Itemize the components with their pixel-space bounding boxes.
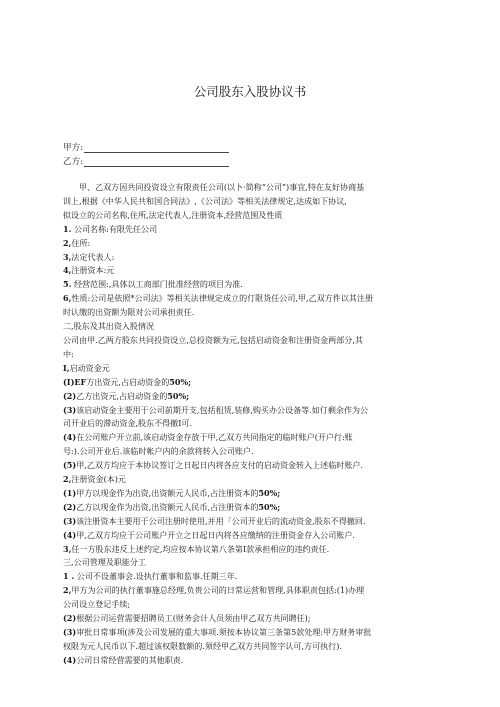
body-line: 3,任一方股东违反上述约定,均应按本协议第八条第I款承担相应的违约责任. [63, 543, 330, 554]
body-line: 甲、乙双方因共同投资设立有限责任公司(以卜·简称“公司”)事宜,特在友好协商基 [79, 183, 365, 192]
body-line: 公司由甲.乙两方股东共同投资设立,总投资额为元,包括启动资金和注册资金两部分,其 [63, 335, 363, 345]
body-line: 训上,根据《中华人民共和国合同法》,《公司法》等相关法律规定,达成如下协议, [63, 196, 347, 206]
party-b-blank [84, 157, 229, 167]
party-a-line [63, 141, 229, 153]
body-line: 拟设立的公司名称,住所,法定代表人,注册资本,经营范围及性质 [63, 210, 283, 220]
body-line: (1)甲方以现金作为出资,出资额元人民币,占注册资本的50%; [63, 487, 281, 498]
body-line: 6,性质:公司是依照*公司法》等相关法律规定成立的仃限货任公司,甲,乙双方件以其注册 [63, 293, 373, 304]
body-line: (2)乙方以现金作为出资,出资额元人民币,占注册资本的50%; [63, 501, 281, 512]
body-line: 权限为元人民币以下.超过该权限数额的.须经甲乙双方共同签字认可,方可执行). [63, 641, 342, 651]
body-line: (2)乙方出资元,占启动资金的50%; [63, 390, 190, 401]
document-title: 公司股东入股协议书 [193, 84, 307, 99]
body-line: 3,法定代表人: [63, 251, 115, 262]
body-line: I,启动资金元 [63, 362, 110, 373]
body-line: (2)根据公司运营需要招聘员工(财务会计人员须由甲乙双方共同聘任); [63, 613, 311, 624]
body-line: 号:).公司开业后.该临时帐户内的余款将转入公司账户. [63, 447, 254, 457]
body-line: (3)该启动资金主要用于公司前期开支,包括租赁,装修,购买办公设备等.如仃剩余作为公 [63, 404, 369, 415]
party-b-label: 乙方: [63, 157, 84, 167]
body-line: 2,住所: [63, 237, 91, 248]
body-line: 1 . 公司不设董事会.设执行董事和监事.任期三年. [63, 571, 238, 582]
body-line: (4)在公司账户开立前,该启动资金存放于甲,乙双方共同指定的临时账户(开户行:账 [63, 432, 353, 443]
body-line: (5)甲,乙双方均应于本协议签订之日起日内将各应支付的启动资金转入上述临时账户. [63, 460, 363, 471]
body-line: (I)EF方出资元,占启动资金的50%; [63, 376, 192, 387]
body-line: (4)公司日常经营需要的其他职责. [63, 654, 184, 665]
body-line: 4,注册资本:元 [63, 265, 115, 276]
body-line: 公司设立登记手续; [63, 600, 131, 610]
body-line: 2,注册资金(本)元 [63, 474, 126, 485]
party-a-blank [84, 143, 229, 153]
body-line: (3)审批日常事项(涉及公司发展的重大事项.须按本协议第三条第5款处理:甲方财务审批 [63, 627, 372, 637]
body-line: 中: [63, 349, 74, 359]
body-line: 二,股东及其出资入股情况 [63, 322, 155, 332]
party-a-label: 甲方: [63, 143, 84, 153]
party-b-line [63, 155, 229, 167]
body-line: 1. 公司名称:有限先任公司 [63, 223, 158, 234]
body-line: 司开业后的滞动资金,股东不得撤I可. [63, 419, 192, 429]
body-line: 时认缴的出资额为限对公司承担责任. [63, 308, 195, 318]
body-line: 5. 经营范围:,具体以工商部门批准经营的项目为准. [63, 279, 243, 290]
agreement-body [63, 181, 443, 668]
body-line: 2,甲方为公司的执行董事施总经理,负贵公司的日常运营和管理,具体职责包括:(1)办理 [63, 585, 365, 596]
body-line: (3)该注册资本主要用于公司注册时使用,并用「公司开业后的流动资金,股东不得撤回. [63, 515, 366, 526]
body-line: 三,公司管理及职能分工 [63, 558, 147, 568]
body-line: (4)甲,乙双方均应于公司账户开立之日起日内将各应缴纳的注册资金存入公司账户. [63, 529, 355, 540]
